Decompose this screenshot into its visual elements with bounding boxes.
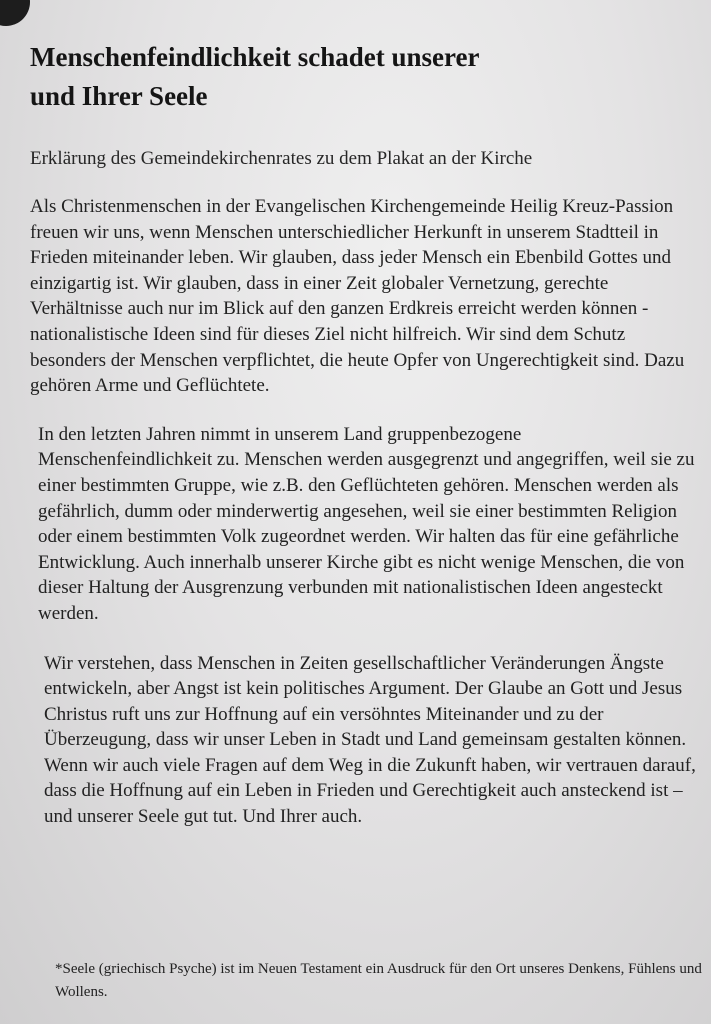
paragraph-1 bbox=[30, 194, 698, 399]
paragraph-text: In den letzten Jahren nimmt in unserem Land gruppenbezogene Menschenfeindlichkeit zu. Menschen werden ausgegrenzt und angegriffen, weil sie zu einer bestimmten Gruppe, wie z.B. den Geflüchteten gehören. Menschen werden als gefährlich, dumm oder minderwertig angesehen, weil sie einer bestimmten Religion oder einem bestimmten Volk zugeordnet werden. Wir halten das für eine gefährliche Entwicklung. Auch innerhalb unserer Kirche gibt es nicht wenige Menschen, die von dieser Haltung der Ausgrenzung verbunden mit nationalistischen Ideen angesteckt werden. bbox=[38, 423, 695, 624]
document-title: Menschenfeindlichkeit schadet unserer und Ihrer Seele bbox=[30, 42, 480, 111]
paragraph-text: Wir verstehen, dass Menschen in Zeiten gesellschaftlicher Veränderungen Ängste entwickeln, aber Angst ist kein politisches Argument. Der Glaube an Gott und Jesus Christus ruft uns zur Hoffnung auf ein versöhntes Miteinander und zu der Überzeugung, dass wir unser Leben in Stadt und Land gemeinsam gestalten können. Wenn wir auch viele Fragen auf dem Weg in die Zukunft haben, wir vertrauen darauf, dass die Hoffnung auf ein Leben in Frieden und Gerechtigkeit auch ansteckend ist – und unserer Seele gut tut. Und Ihrer auch. bbox=[44, 652, 696, 828]
corner-shadow bbox=[0, 0, 30, 26]
paragraph-2 bbox=[30, 422, 698, 627]
document-subtitle: Erklärung des Gemeindekirchenrates zu dem Plakat an der Kirche bbox=[30, 148, 533, 169]
document-body bbox=[30, 38, 698, 830]
paragraph-3 bbox=[30, 651, 698, 830]
footnote: *Seele (griechisch Psyche) ist im Neuen Testament ein Ausdruck für den Ort unseres Denkens, Fühlens und Wollens. bbox=[55, 961, 702, 1000]
paragraph-text: Als Christenmenschen in der Evangelischen Kirchengemeinde Heilig Kreuz-Passion freuen wir uns, wenn Menschen unterschiedlicher Herkunft in unserem Stadtteil in Frieden miteinander leben. Wir glauben, dass jeder Mensch ein Ebenbild Gottes und einzigartig ist. Wir glauben, dass in einer Zeit globaler Vernetzung, gerechte Verhältnisse auch nur im Blick auf den ganzen Erdkreis erreicht werden können - nationalistische Ideen sind für dieses Ziel nicht hilfreich. Wir sind dem Schutz besonders der Menschen verpflichtet, die heute Opfer von Ungerechtigkeit sind. Dazu gehören Arme und Geflüchtete. bbox=[30, 196, 685, 397]
